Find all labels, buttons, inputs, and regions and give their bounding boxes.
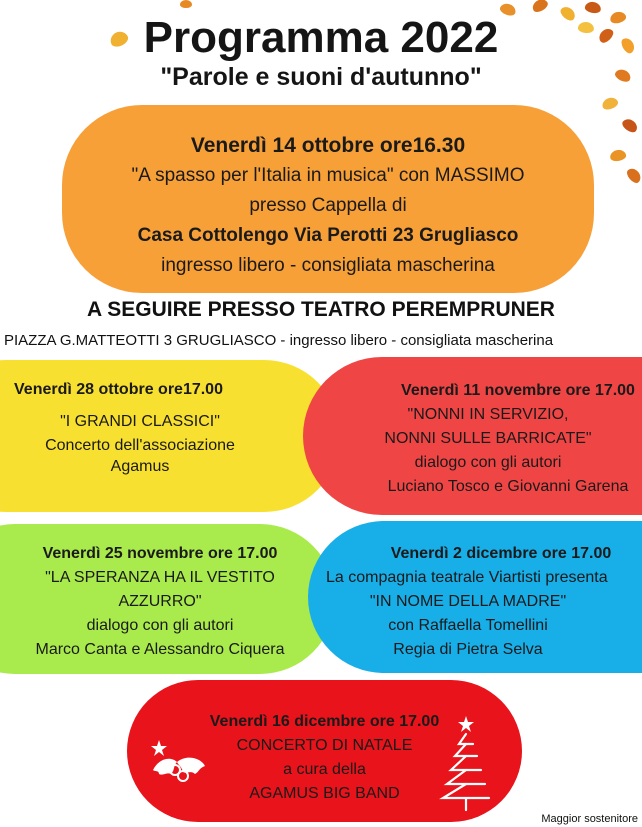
event-title: NONNI SULLE BARRICATE" <box>384 430 592 447</box>
event-description: dialogo con gli autori <box>86 617 234 634</box>
event-note: ingresso libero - consigliata mascherina <box>161 255 495 276</box>
event-description: Concerto dell'associazione <box>45 437 235 454</box>
event-title: AZZURRO" <box>118 593 202 610</box>
venue-address: PIAZZA G.MATTEOTTI 3 GRUGLIASCO - ingresso libero - consigliata mascherina <box>4 332 554 349</box>
event-card-3 <box>303 357 642 515</box>
event-authors: Luciano Tosco e Giovanni Garena <box>387 478 629 495</box>
event-director: Regia di Pietra Selva <box>393 641 543 658</box>
event-date: Venerdì 2 dicembre ore 17.00 <box>390 545 612 562</box>
event-performer: Agamus <box>110 458 170 475</box>
event-card-5 <box>308 521 642 673</box>
page-subtitle: "Parole e suoni d'autunno" <box>160 63 482 91</box>
event-title: "I GRANDI CLASSICI" <box>60 413 220 430</box>
autumn-leaves-icon <box>180 0 198 10</box>
event-performer: AGAMUS BIG BAND <box>249 785 400 802</box>
event-description: La compagnia teatrale Viartisti presenta <box>326 569 608 586</box>
event-authors: Marco Canta e Alessandro Ciquera <box>35 641 285 658</box>
event-title: "A spasso per l'Italia in musica" con MASSIMO <box>131 165 525 186</box>
sponsor-label: Maggior sostenitore <box>541 813 638 825</box>
event-date: Venerdì 11 novembre ore 17.00 <box>401 382 635 399</box>
event-description: a cura della <box>283 761 366 778</box>
event-title: CONCERTO DI NATALE <box>236 737 413 754</box>
event-card-4 <box>0 524 335 674</box>
event-card-1 <box>62 105 594 293</box>
event-title: "LA SPERANZA HA IL VESTITO <box>45 569 275 586</box>
event-description: dialogo con gli autori <box>414 454 562 471</box>
event-date: Venerdì 25 novembre ore 17.00 <box>42 545 278 562</box>
event-card-6 <box>127 680 522 822</box>
event-title: "IN NOME DELLA MADRE" <box>369 593 567 610</box>
event-venue: Casa Cottolengo Via Perotti 23 Grugliasco <box>137 225 519 246</box>
page-title: Programma 2022 <box>143 13 499 62</box>
event-date: Venerdì 14 ottobre ore16.30 <box>190 134 466 157</box>
event-card-2 <box>0 360 340 512</box>
holly-icon <box>147 736 211 786</box>
event-venue-label: presso Cappella di <box>249 195 407 216</box>
event-performer: con Raffaella Tomellini <box>388 617 548 634</box>
christmas-tree-icon <box>435 714 497 814</box>
event-date: Venerdì 28 ottobre ore17.00 <box>14 381 223 398</box>
section-heading: A SEGUIRE PRESSO TEATRO PEREMPRUNER <box>87 298 555 321</box>
event-date: Venerdì 16 dicembre ore 17.00 <box>209 713 440 730</box>
event-title: "NONNI IN SERVIZIO, <box>407 406 569 423</box>
